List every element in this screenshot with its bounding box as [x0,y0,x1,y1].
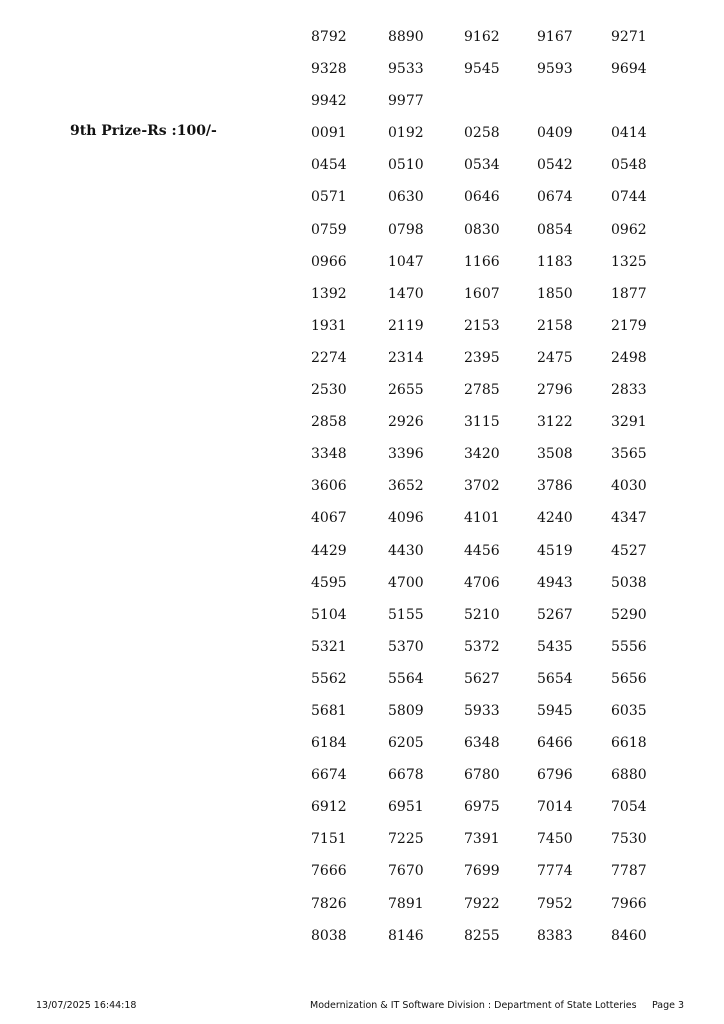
number-row [311,412,671,444]
winning-number: 6618 [611,735,647,752]
winning-number: 7670 [388,863,424,880]
winning-number: 4456 [464,542,500,559]
winning-number: 6184 [311,735,347,752]
number-row [311,861,671,893]
winning-number: 6975 [464,799,500,816]
winning-number: 0966 [311,253,347,270]
winning-number: 0414 [611,125,647,142]
winning-number: 1607 [464,285,500,302]
number-row [311,91,671,123]
winning-number: 0744 [611,189,647,206]
winning-number: 9533 [388,61,424,78]
winning-number: 1047 [388,253,424,270]
winning-number: 2858 [311,414,347,431]
winning-number: 0759 [311,221,347,238]
number-row [311,380,671,412]
winning-number: 9694 [611,61,647,78]
winning-number: 7014 [537,799,573,816]
winning-number: 5656 [611,670,647,687]
winning-number: 4101 [464,510,500,527]
winning-number: 1166 [464,253,500,270]
winning-number: 0646 [464,189,500,206]
winning-number: 1877 [611,285,647,302]
winning-number: 5933 [464,702,500,719]
winning-number: 7826 [311,895,347,912]
number-row [311,444,671,476]
winning-number: 2833 [611,382,647,399]
winning-number: 5809 [388,702,424,719]
winning-number: 4347 [611,510,647,527]
winning-number: 2395 [464,349,500,366]
number-row [311,669,671,701]
winning-number: 5945 [537,702,573,719]
winning-number: 6035 [611,702,647,719]
winning-number: 0534 [464,157,500,174]
winning-number: 1392 [311,285,347,302]
winning-number: 5210 [464,606,500,623]
winning-number: 8383 [537,927,573,944]
winning-number: 6780 [464,767,500,784]
winning-number: 6348 [464,735,500,752]
winning-number: 3702 [464,478,500,495]
number-row [311,252,671,284]
winning-number: 3786 [537,478,573,495]
number-row [311,541,671,573]
winning-number: 9271 [611,29,647,45]
winning-number: 4430 [388,542,424,559]
winning-numbers-grid [311,27,671,958]
winning-number: 9328 [311,61,347,78]
winning-number: 6951 [388,799,424,816]
winning-number: 5654 [537,670,573,687]
winning-number: 4067 [311,510,347,527]
winning-number: 0510 [388,157,424,174]
number-row [311,123,671,155]
winning-number: 5681 [311,702,347,719]
footer-division: Modernization & IT Software Division : Department of State Lotteries [310,1000,637,1011]
number-row [311,894,671,926]
winning-number: 1850 [537,285,573,302]
winning-number: 0674 [537,189,573,206]
winning-number: 5038 [611,574,647,591]
winning-number: 0409 [537,125,573,142]
winning-number: 4943 [537,574,573,591]
winning-number: 3115 [464,414,500,431]
number-row [311,926,671,958]
winning-number: 2153 [464,317,500,334]
winning-number: 2530 [311,382,347,399]
winning-number: 0091 [311,125,347,142]
winning-number: 2498 [611,349,647,366]
winning-number: 5370 [388,638,424,655]
winning-number: 4595 [311,574,347,591]
winning-number: 3565 [611,446,647,463]
number-row [311,27,671,59]
winning-number: 2655 [388,382,424,399]
winning-number: 3396 [388,446,424,463]
winning-number: 4030 [611,478,647,495]
winning-number: 8460 [611,927,647,944]
winning-number: 4527 [611,542,647,559]
number-row [311,733,671,765]
winning-number: 7391 [464,831,500,848]
winning-number: 1931 [311,317,347,334]
winning-number: 1470 [388,285,424,302]
winning-number: 4240 [537,510,573,527]
winning-number: 7774 [537,863,573,880]
winning-number: 7054 [611,799,647,816]
winning-number: 5290 [611,606,647,623]
winning-number: 8792 [311,29,347,45]
number-row [311,508,671,540]
winning-number: 5155 [388,606,424,623]
winning-number: 2158 [537,317,573,334]
winning-number: 5564 [388,670,424,687]
winning-number: 5372 [464,638,500,655]
winning-number: 8146 [388,927,424,944]
number-row [311,220,671,252]
number-row [311,701,671,733]
winning-number: 9167 [537,29,573,45]
winning-number: 8255 [464,927,500,944]
winning-number: 9162 [464,29,500,45]
number-row [311,348,671,380]
winning-number: 9545 [464,61,500,78]
winning-number: 7530 [611,831,647,848]
number-row [311,605,671,637]
winning-number: 0542 [537,157,573,174]
winning-number: 6880 [611,767,647,784]
winning-number: 2785 [464,382,500,399]
winning-number: 5267 [537,606,573,623]
number-row [311,476,671,508]
winning-number: 6678 [388,767,424,784]
winning-number: 0192 [388,125,424,142]
winning-number: 6674 [311,767,347,784]
winning-number: 2314 [388,349,424,366]
winning-number: 7966 [611,895,647,912]
winning-number: 4706 [464,574,500,591]
winning-number: 8038 [311,927,347,944]
winning-number: 0548 [611,157,647,174]
winning-number: 7666 [311,863,347,880]
winning-number: 9593 [537,61,573,78]
winning-number: 7787 [611,863,647,880]
winning-number: 3291 [611,414,647,431]
winning-number: 7151 [311,831,347,848]
winning-number: 7922 [464,895,500,912]
winning-number: 7450 [537,831,573,848]
winning-number: 5627 [464,670,500,687]
winning-number: 4096 [388,510,424,527]
footer-page-number: Page 3 [652,1000,685,1011]
winning-number: 3122 [537,414,573,431]
winning-number: 2274 [311,349,347,366]
winning-number: 5104 [311,606,347,623]
winning-number: 0854 [537,221,573,238]
number-row [311,316,671,348]
winning-number: 3606 [311,478,347,495]
winning-number: 2926 [388,414,424,431]
number-row [311,829,671,861]
winning-number: 9977 [388,93,424,110]
winning-number: 2119 [388,317,424,334]
winning-number: 0830 [464,221,500,238]
winning-number: 8890 [388,29,424,45]
winning-number: 5556 [611,638,647,655]
number-row [311,637,671,669]
winning-number: 0630 [388,189,424,206]
winning-number: 0571 [311,189,347,206]
winning-number: 3508 [537,446,573,463]
winning-number: 7699 [464,863,500,880]
winning-number: 9942 [311,93,347,110]
number-row [311,284,671,316]
winning-number: 4519 [537,542,573,559]
winning-number: 3652 [388,478,424,495]
number-row [311,187,671,219]
winning-number: 3420 [464,446,500,463]
winning-number: 6466 [537,735,573,752]
winning-number: 7225 [388,831,424,848]
winning-number: 5562 [311,670,347,687]
winning-number: 5321 [311,638,347,655]
winning-number: 2179 [611,317,647,334]
winning-number: 2796 [537,382,573,399]
footer-timestamp: 13/07/2025 16:44:18 [36,1000,137,1011]
winning-number: 5435 [537,638,573,655]
winning-number: 0798 [388,221,424,238]
number-row [311,59,671,91]
winning-number: 6205 [388,735,424,752]
winning-number: 0454 [311,157,347,174]
winning-number: 4429 [311,542,347,559]
winning-number: 7891 [388,895,424,912]
winning-number: 4700 [388,574,424,591]
winning-number: 3348 [311,446,347,463]
winning-number: 1183 [537,253,573,270]
winning-number: 0962 [611,221,647,238]
winning-number: 7952 [537,895,573,912]
number-row [311,797,671,829]
number-row [311,573,671,605]
winning-number: 6796 [537,767,573,784]
prize-label: 9th Prize-Rs :100/- [70,123,217,139]
winning-number: 0258 [464,125,500,142]
number-row [311,155,671,187]
number-row [311,765,671,797]
winning-number: 1325 [611,253,647,270]
winning-number: 2475 [537,349,573,366]
winning-number: 6912 [311,799,347,816]
